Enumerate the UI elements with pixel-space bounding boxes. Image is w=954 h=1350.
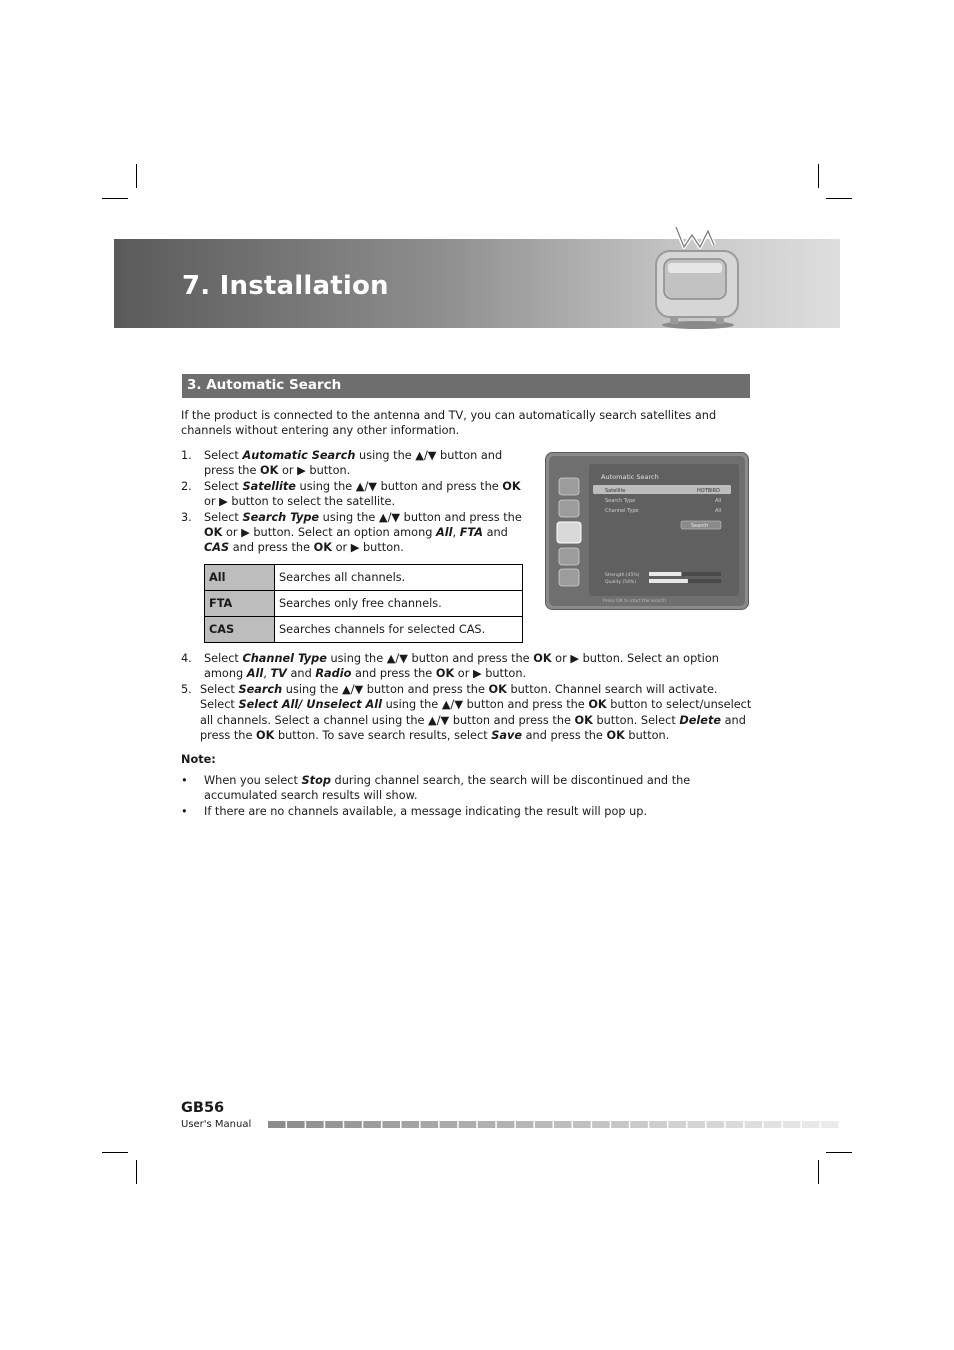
step-text: and press the — [351, 667, 436, 681]
step-text: and press the — [200, 713, 746, 743]
section-title: 3. Automatic Search — [187, 377, 342, 393]
tv-mascot-icon — [650, 217, 750, 329]
step-item — [181, 448, 526, 479]
button-name: OK — [533, 652, 552, 665]
menu-icon — [559, 500, 579, 517]
step-text: using the ▲/▼ button and press the — [382, 698, 589, 712]
table-row — [205, 617, 523, 643]
step-text: , — [263, 667, 271, 681]
screen-row-label: Search Type — [605, 498, 636, 504]
section-header — [182, 374, 750, 398]
step-text: using the ▲/▼ button and press the — [326, 652, 534, 665]
step-text: using the ▲/▼ button and press the — [295, 479, 503, 493]
crop-mark — [818, 1160, 819, 1184]
step-number: 5. — [181, 682, 192, 696]
step-text: button. Select — [592, 713, 680, 727]
step-text: button. Channel search will activate. Select — [200, 682, 718, 712]
page-number: GB56 — [181, 1100, 225, 1116]
footer-segment — [611, 1121, 629, 1128]
step-term: Radio — [315, 667, 352, 681]
step-text: or ▶ button. — [331, 541, 404, 555]
intro-paragraph: If the product is connected to the antenna and TV, you can automatically search satellites and channels without entering any other information. — [181, 409, 717, 438]
step-term: Save — [491, 729, 523, 743]
crop-mark — [818, 164, 819, 188]
step-term: Delete — [679, 713, 722, 727]
steps-list — [181, 448, 526, 556]
step-number: 4. — [181, 652, 192, 665]
step-text: Select — [200, 682, 239, 696]
footer-segment — [306, 1121, 324, 1128]
step-number: 2. — [181, 479, 192, 493]
footer-segment — [707, 1121, 725, 1128]
crop-mark — [136, 164, 137, 188]
step-term: Channel Type — [242, 652, 327, 665]
footer-segment — [421, 1121, 439, 1128]
step-text: Select — [204, 479, 243, 493]
step-term: Satellite — [242, 479, 296, 493]
menu-icon-active — [557, 522, 581, 543]
button-name: OK — [260, 464, 279, 478]
step-text: using the ▲/▼ button and press the — [282, 682, 489, 696]
screen-row-value: HOTBIRD — [697, 488, 720, 494]
footer-segment — [459, 1121, 477, 1128]
screen-title: Automatic Search — [601, 473, 659, 481]
quality-bar-fill — [649, 579, 688, 583]
note-item — [181, 804, 741, 819]
menu-sidebar — [557, 478, 581, 586]
footer-segment — [745, 1121, 763, 1128]
steps-list-continued — [181, 651, 753, 743]
step-text: button. — [624, 729, 670, 743]
step-number: 1. — [181, 449, 192, 462]
footer-segment — [516, 1121, 534, 1128]
footer-segment — [687, 1121, 705, 1128]
footer-segment — [382, 1121, 400, 1128]
chapter-banner — [114, 239, 840, 328]
footer-segment — [535, 1121, 553, 1128]
step-text: Select — [204, 510, 243, 524]
step-term: CAS — [204, 541, 230, 555]
footer-segment — [440, 1121, 458, 1128]
quality-label: Quality (54%) — [605, 580, 637, 585]
step-text: and — [483, 526, 508, 540]
footer-segment — [268, 1121, 286, 1128]
step-text: Select — [204, 652, 243, 665]
note-heading: Note: — [181, 753, 216, 766]
step-text: button to select/unselect all channels. Select a channel using the ▲/▼ button and press the — [200, 698, 752, 727]
step-term: TV — [270, 667, 287, 681]
footer-segment — [363, 1121, 381, 1128]
footer-segment — [325, 1121, 343, 1128]
screen-row-label: Satellite — [605, 488, 626, 494]
step-item — [181, 479, 526, 510]
button-name: OK — [435, 667, 455, 681]
button-name: OK — [204, 526, 223, 540]
step-text: and — [286, 667, 316, 681]
footer-segment — [630, 1121, 648, 1128]
search-type-table — [204, 564, 523, 643]
button-name: OK — [574, 713, 593, 727]
step-text: and press the — [522, 729, 607, 743]
option-key: All — [205, 565, 275, 591]
footer-segment — [478, 1121, 496, 1128]
step-item — [181, 651, 753, 682]
footer-segment — [592, 1121, 610, 1128]
step-term: All — [436, 526, 453, 540]
bullet-icon: • — [181, 804, 188, 818]
step-text: Select — [204, 449, 243, 462]
footer-segment — [401, 1121, 419, 1128]
menu-icon — [559, 478, 579, 495]
footer-segment — [821, 1121, 839, 1128]
step-term: Search — [238, 682, 283, 696]
button-name: OK — [588, 698, 607, 712]
option-description: Searches channels for selected CAS. — [275, 617, 523, 643]
strength-bar-fill — [649, 572, 681, 576]
step-text: or ▶ button. Select an option among — [204, 652, 719, 681]
note-text: If there are no channels available, a message indicating the result will pop up. — [204, 804, 648, 818]
footer-segment — [668, 1121, 686, 1128]
crop-mark — [826, 198, 852, 199]
step-item — [181, 510, 526, 556]
table-row — [205, 591, 523, 617]
note-list — [181, 773, 741, 819]
step-text: or ▶ button. — [454, 667, 527, 681]
step-term: Search Type — [242, 510, 320, 524]
step-text: or ▶ button. Select an option among — [222, 526, 437, 540]
option-key: CAS — [205, 617, 275, 643]
note-text: during channel search, the search will be discontinued and the accumulated search results will show. — [204, 774, 691, 803]
manual-label: User's Manual — [181, 1119, 252, 1130]
step-text: and press the — [229, 541, 314, 555]
option-key: FTA — [205, 591, 275, 617]
footer-segment — [287, 1121, 305, 1128]
footer-segment — [497, 1121, 515, 1128]
chapter-title: 7. Installation — [182, 271, 389, 301]
step-text: , — [452, 526, 460, 540]
footer-segment — [802, 1121, 820, 1128]
crop-mark — [102, 198, 128, 199]
footer-segment — [764, 1121, 782, 1128]
note-text: When you select — [204, 774, 302, 787]
step-term: All — [246, 667, 264, 681]
button-name: OK — [256, 729, 275, 743]
screen-row-value: All — [715, 498, 722, 504]
bullet-icon: • — [181, 774, 188, 787]
automatic-search-screenshot — [545, 452, 749, 610]
footer-segment-bar — [268, 1121, 840, 1128]
step-item — [181, 682, 753, 744]
button-name: OK — [606, 729, 625, 743]
step-term: Automatic Search — [242, 449, 356, 462]
menu-icon — [559, 569, 579, 586]
button-name: OK — [488, 682, 507, 696]
screen-search-button: Search — [691, 523, 709, 529]
footer-segment — [783, 1121, 801, 1128]
crop-mark — [136, 1160, 137, 1184]
menu-icon — [559, 548, 579, 565]
note-term: Stop — [301, 774, 331, 787]
footer-segment — [554, 1121, 572, 1128]
screen-footer-hint: Press OK to start the search — [603, 599, 666, 604]
note-item — [181, 773, 741, 804]
step-text: using the ▲/▼ button and press the — [204, 449, 503, 478]
step-text: or ▶ button to select the satellite. — [204, 495, 396, 509]
step-term: Select All/ Unselect All — [238, 698, 383, 712]
step-term: FTA — [459, 526, 483, 540]
step-text: using the ▲/▼ button and press the — [319, 510, 522, 524]
screen-row-label: Channel Type — [605, 508, 639, 514]
footer-segment — [573, 1121, 591, 1128]
option-description: Searches only free channels. — [275, 591, 523, 617]
table-row — [205, 565, 523, 591]
step-number: 3. — [181, 510, 192, 524]
crop-mark — [102, 1152, 128, 1153]
option-description: Searches all channels. — [275, 565, 523, 591]
button-name: OK — [502, 479, 521, 493]
step-text: or ▶ button. — [278, 464, 351, 478]
step-text: button. To save search results, select — [274, 729, 492, 743]
button-name: OK — [313, 541, 332, 555]
footer-segment — [344, 1121, 362, 1128]
crop-mark — [826, 1152, 852, 1153]
strength-label: Strength (45%) — [605, 573, 640, 578]
footer-segment — [726, 1121, 744, 1128]
screen-row-value: All — [715, 508, 722, 514]
footer-segment — [649, 1121, 667, 1128]
